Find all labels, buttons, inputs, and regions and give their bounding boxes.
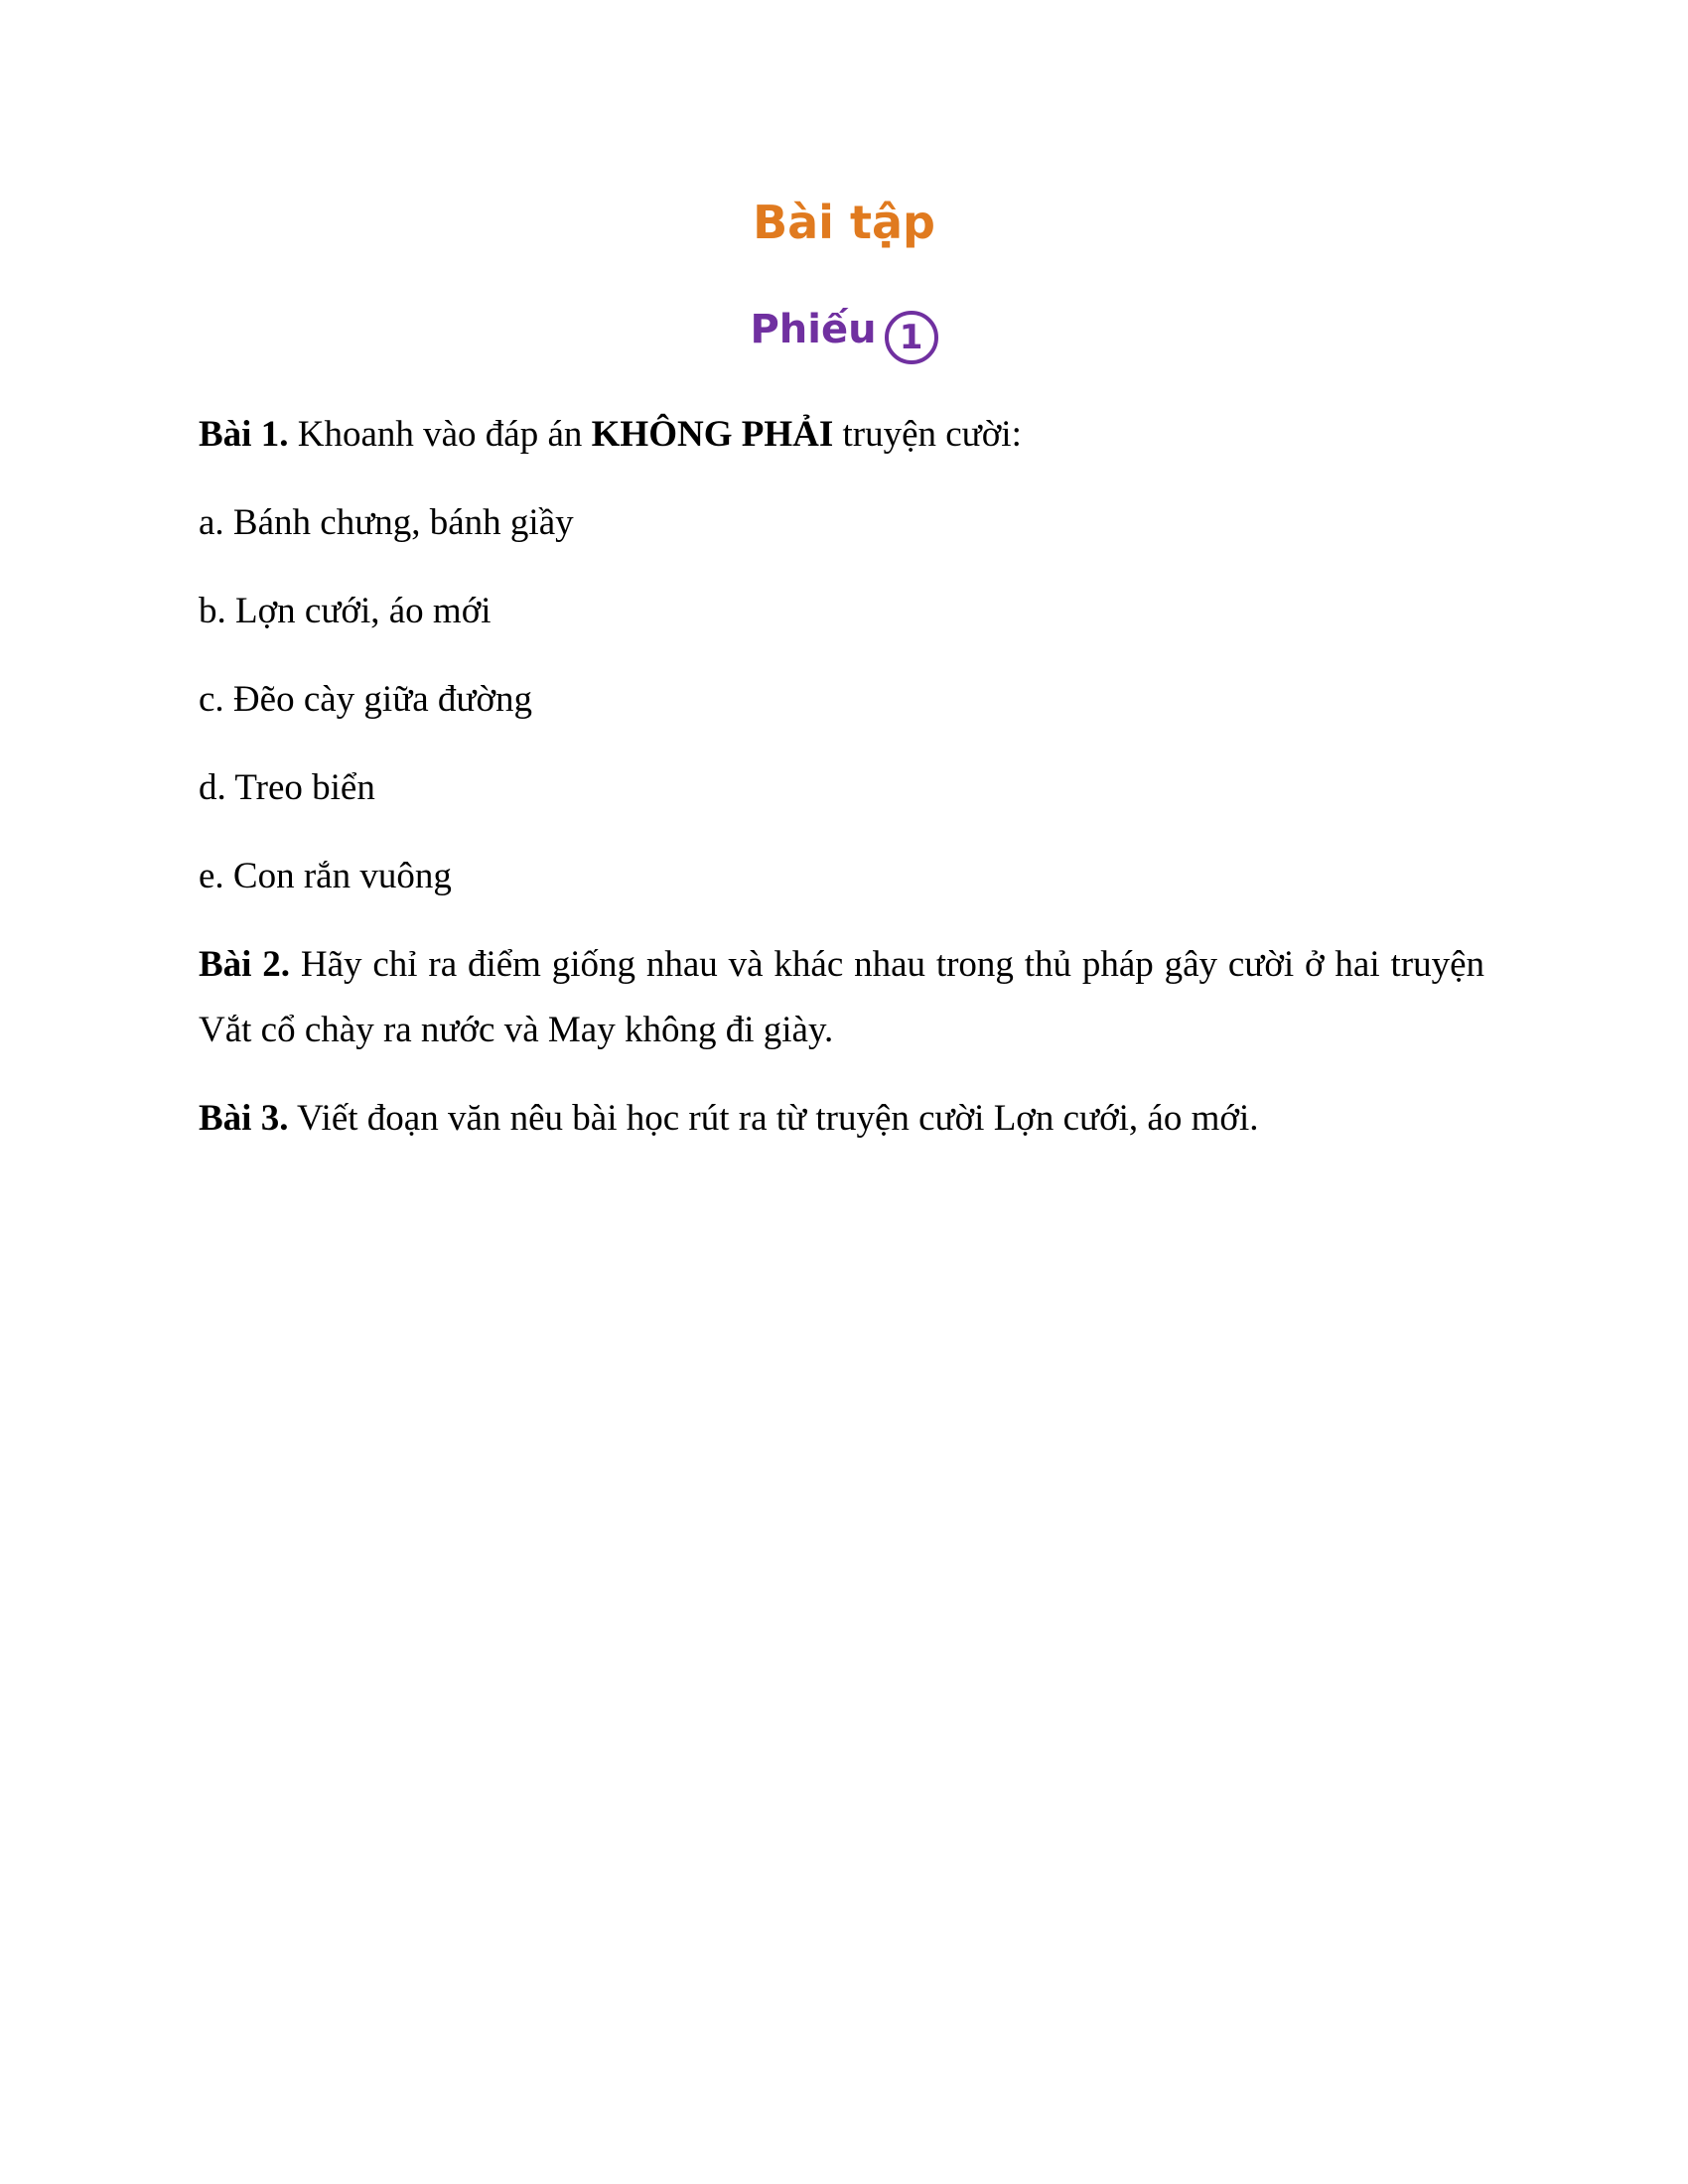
circled-number: 1: [885, 311, 938, 364]
exercise-3-label: Bài 3.: [199, 1098, 289, 1139]
exercise-1-option-c: c. Đẽo cày giữa đường: [199, 679, 533, 720]
exercise-3-text: Viết đoạn văn nêu bài học rút ra từ truyện cười Lợn cưới, áo mới.: [288, 1098, 1259, 1139]
exercise-content: [199, 402, 1484, 1174]
exercise-1-text-before: Khoanh vào đáp án: [288, 414, 592, 455]
exercise-1-option-a: a. Bánh chưng, bánh giầy: [199, 502, 574, 543]
document-title: Bài tập: [753, 196, 935, 249]
exercise-2-label: Bài 2.: [199, 944, 291, 985]
exercise-2-prompt: [199, 932, 1484, 1063]
exercise-1-text-after: truyện cười:: [833, 414, 1022, 455]
exercise-1-option-d: d. Treo biển: [199, 767, 375, 808]
exercise-1-emphasis: KHÔNG PHẢI: [591, 414, 834, 455]
exercise-1-option-b: b. Lợn cưới, áo mới: [199, 591, 492, 631]
exercise-1-option-e: e. Con rắn vuông: [199, 856, 452, 896]
worksheet-subtitle: [0, 300, 1688, 364]
exercise-1-prompt: [199, 402, 1484, 468]
exercise-1-label: Bài 1.: [199, 414, 289, 455]
exercise-3-prompt: [199, 1086, 1484, 1152]
exercise-2-text: Hãy chỉ ra điểm giống nhau và khác nhau trong thủ pháp gây cười ở hai truyện Vắt cổ chày ra nước và May không đi giày.: [199, 944, 1484, 1050]
subtitle-prefix: Phiếu: [750, 307, 877, 352]
